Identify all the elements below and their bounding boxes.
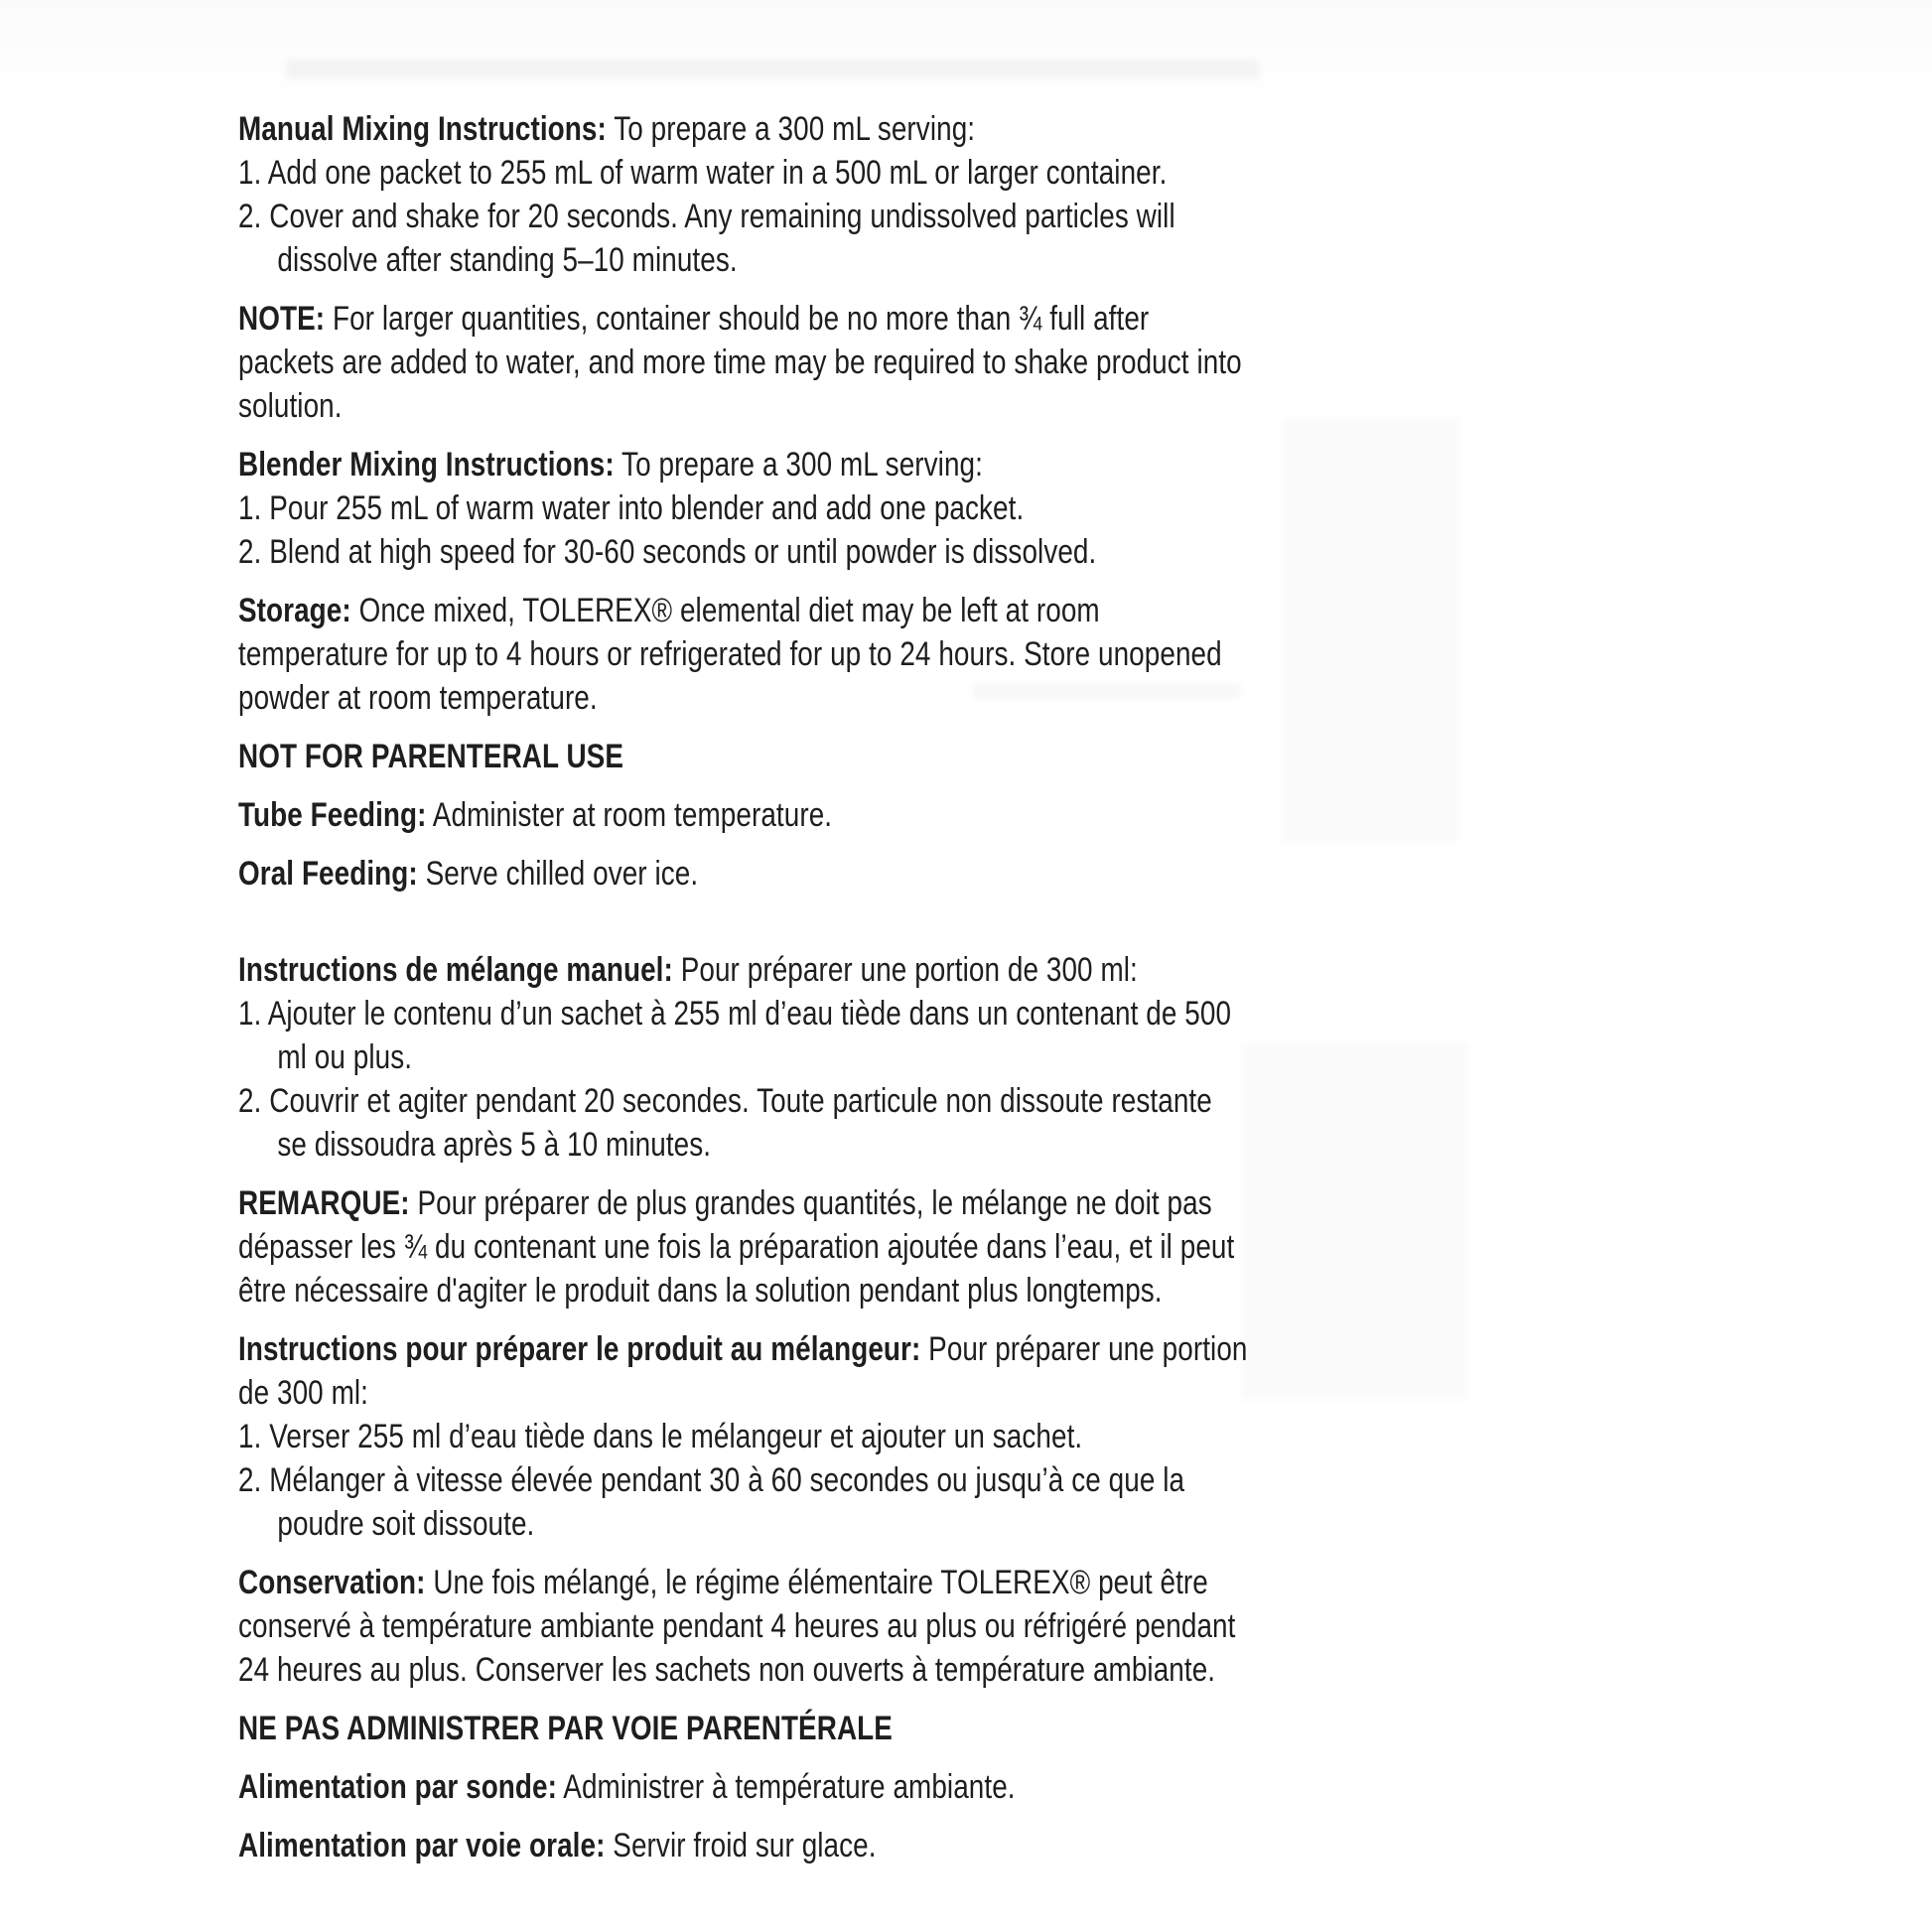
blender-mixing-section-fr — [238, 1327, 1248, 1546]
instructions-text-column — [238, 107, 1248, 1882]
tube-feeding-label-fr: Alimentation par sonde: — [238, 1768, 557, 1806]
manual-mixing-heading-en — [238, 107, 1248, 151]
remarque-paragraph-fr — [238, 1181, 1248, 1312]
conservation-label-fr: Conservation: — [238, 1564, 426, 1601]
language-section-divider-gap — [238, 910, 1248, 948]
manual-step-2-en: 2. Cover and shake for 20 seconds. Any remaining undissolved particles will dissolve after standing 5–10 minutes. — [238, 198, 1175, 279]
manual-mixing-label-en: Manual Mixing Instructions: — [238, 110, 607, 148]
conservation-text-fr: Une fois mélangé, le régime élémentaire TOLEREX® peut être conservé à température ambiante pendant 4 heures au plus ou réfrigéré pendant 24 heures au plus. Conserver les sachets non ouverts à température ambiante. — [238, 1564, 1236, 1689]
scan-artifact — [286, 60, 1259, 79]
scan-artifact — [1241, 1042, 1469, 1400]
parenteral-warning-en: NOT FOR PARENTERAL USE — [238, 738, 624, 775]
oral-feeding-section-fr — [238, 1824, 1248, 1867]
note-section-en — [238, 297, 1248, 428]
blender-mixing-heading-fr — [238, 1327, 1248, 1415]
remarque-label-fr: REMARQUE: — [238, 1184, 410, 1222]
note-label-en: NOTE: — [238, 300, 326, 338]
tube-feeding-text-en: Administer at room temperature. — [432, 796, 833, 834]
manual-mixing-heading-fr — [238, 948, 1248, 992]
tube-feeding-label-en: Tube Feeding: — [238, 796, 427, 834]
oral-feeding-text-en: Serve chilled over ice. — [425, 855, 699, 893]
manual-mixing-label-fr: Instructions de mélange manuel: — [238, 951, 673, 989]
manual-mixing-section-fr — [238, 948, 1248, 1167]
storage-section-en — [238, 589, 1248, 720]
blender-mixing-label-fr: Instructions pour préparer le produit au mélangeur: — [238, 1330, 921, 1368]
blender-mixing-intro-en: To prepare a 300 mL serving: — [621, 446, 983, 483]
scan-artifact — [1281, 417, 1459, 844]
blender-mixing-heading-en — [238, 443, 1248, 486]
oral-feeding-text-fr: Servir froid sur glace. — [613, 1827, 877, 1864]
storage-text-en: Once mixed, TOLEREX® elemental diet may be left at room temperature for up to 4 hours or refrigerated for up to 24 hours. Store unopened powder at room temperature. — [238, 592, 1222, 717]
manual-mixing-section-en — [238, 107, 1248, 282]
manual-mixing-intro-fr: Pour préparer une portion de 300 ml: — [680, 951, 1138, 989]
manual-step-1-fr: 1. Ajouter le contenu d’un sachet à 255 ml d’eau tiède dans un contenant de 500 ml ou plus. — [238, 995, 1232, 1076]
note-text-en: For larger quantities, container should be no more than ¾ full after packets are added to water, and more time may be required to shake product into solution. — [238, 300, 1242, 425]
oral-feeding-section-en — [238, 852, 1248, 896]
blender-mixing-label-en: Blender Mixing Instructions: — [238, 446, 615, 483]
blender-mixing-section-en — [238, 443, 1248, 574]
manual-mixing-intro-en: To prepare a 300 mL serving: — [614, 110, 976, 148]
storage-label-en: Storage: — [238, 592, 351, 629]
remarque-text-fr: Pour préparer de plus grandes quantités, le mélange ne doit pas dépasser les ¾ du contenant une fois la préparation ajoutée dans l’eau, et il peut être nécessaire d'agiter le produit dans la solution pendant plus longtemps. — [238, 1184, 1235, 1310]
tube-feeding-section-fr — [238, 1765, 1248, 1809]
conservation-section-fr — [238, 1561, 1248, 1692]
tube-feeding-paragraph-fr — [238, 1765, 1248, 1809]
tube-feeding-paragraph-en — [238, 793, 1248, 837]
oral-feeding-paragraph-en — [238, 852, 1248, 896]
remarque-section-fr — [238, 1181, 1248, 1312]
note-paragraph-en — [238, 297, 1248, 428]
manual-step-1-en: 1. Add one packet to 255 mL of warm water in a 500 mL or larger container. — [238, 154, 1168, 192]
manual-step-2-fr: 2. Couvrir et agiter pendant 20 secondes. Toute particule non dissoute restante se dissoudra après 5 à 10 minutes. — [238, 1082, 1212, 1164]
blender-step-2-en: 2. Blend at high speed for 30-60 seconds or until powder is dissolved. — [238, 533, 1097, 571]
blender-step-1-en: 1. Pour 255 mL of warm water into blender and add one packet. — [238, 489, 1025, 527]
storage-paragraph-en — [238, 589, 1248, 720]
oral-feeding-label-fr: Alimentation par voie orale: — [238, 1827, 606, 1864]
blender-step-1-fr: 1. Verser 255 ml d’eau tiède dans le mélangeur et ajouter un sachet. — [238, 1418, 1083, 1455]
oral-feeding-paragraph-fr — [238, 1824, 1248, 1867]
conservation-paragraph-fr — [238, 1561, 1248, 1692]
tube-feeding-text-fr: Administrer à température ambiante. — [563, 1768, 1016, 1806]
parenteral-warning-fr: NE PAS ADMINISTRER PAR VOIE PARENTÉRALE — [238, 1710, 893, 1747]
oral-feeding-label-en: Oral Feeding: — [238, 855, 418, 893]
blender-step-2-fr: 2. Mélanger à vitesse élevée pendant 30 à 60 secondes ou jusqu’à ce que la poudre soit dissoute. — [238, 1461, 1185, 1543]
tube-feeding-section-en — [238, 793, 1248, 837]
blender-mixing-intro-fr: Pour préparer une portion de 300 ml: — [238, 1330, 1248, 1412]
